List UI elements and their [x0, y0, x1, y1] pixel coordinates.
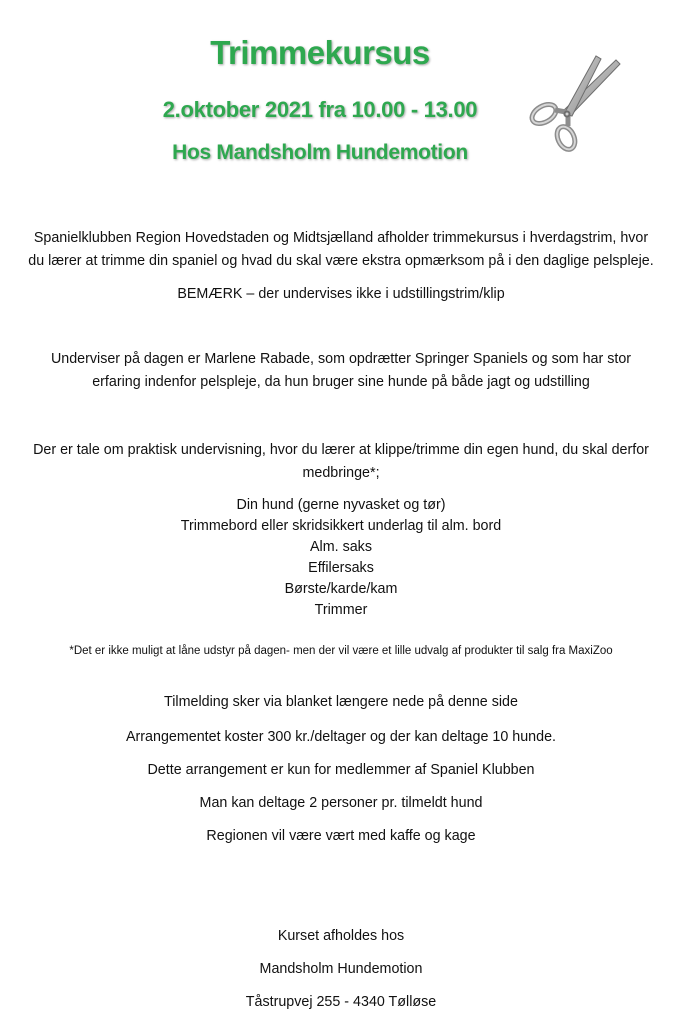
date-line: 2.oktober 2021 fra 10.00 - 13.00 [162, 97, 478, 122]
detail-line: Man kan deltage 2 personer pr. tilmeldt hund [199, 795, 483, 811]
page-title: Trimmekursus [210, 34, 430, 71]
detail-line: Dette arrangement er kun for medlemmer af Spaniel Klubben [147, 762, 535, 778]
location-line: Hos Mandsholm Hundemotion [172, 141, 468, 164]
venue-name: Mandsholm Hundemotion [259, 961, 423, 977]
header [0, 0, 682, 180]
instructor-line-1: Underviser på dagen er Marlene Rabade, som opdrætter Springer Spaniels og som har stor [50, 351, 632, 367]
equipment-item: Børste/karde/kam [284, 581, 398, 597]
equipment-item: Effilersaks [308, 560, 374, 576]
equipment-item: Alm. saks [310, 539, 372, 555]
footnote: *Det er ikke muligt at låne udstyr på dagen- men der vil være et lille udvalg af produkter til salg fra MaxiZoo [69, 645, 613, 657]
instructor-line-2: erfaring indenfor pelspleje, da hun bruger sine hunde på både jagt og udstilling [92, 374, 590, 390]
scissors-icon [522, 52, 626, 156]
equipment-item: Trimmebord eller skridsikkert underlag til alm. bord [180, 518, 502, 534]
venue-heading: Kurset afholdes hos [277, 928, 405, 944]
equipment-item: Trimmer [314, 602, 368, 618]
notice-text: BEMÆRK – der undervises ikke i udstillingstrim/klip [177, 286, 505, 302]
practical-line-2: medbringe*; [302, 465, 380, 481]
equipment-item: Din hund (gerne nyvasket og tør) [236, 497, 446, 513]
venue-address: Tåstrupvej 255 - 4340 Tølløse [245, 994, 437, 1010]
intro-line-1: Spanielklubben Region Hovedstaden og Midtsjælland afholder trimmekursus i hverdagstrim, hvor [33, 230, 649, 246]
detail-line: Tilmelding sker via blanket længere nede på denne side [164, 694, 518, 710]
practical-line-1: Der er tale om praktisk undervisning, hvor du lærer at klippe/trimme din egen hund, du skal derfor [33, 442, 649, 458]
detail-line: Regionen vil være vært med kaffe og kage [206, 828, 476, 844]
intro-line-2: du lærer at trimme din spaniel og hvad du skal være ekstra opmærksom på i den daglige pelspleje. [28, 253, 654, 269]
detail-line: Arrangementet koster 300 kr./deltager og der kan deltage 10 hunde. [126, 729, 556, 745]
